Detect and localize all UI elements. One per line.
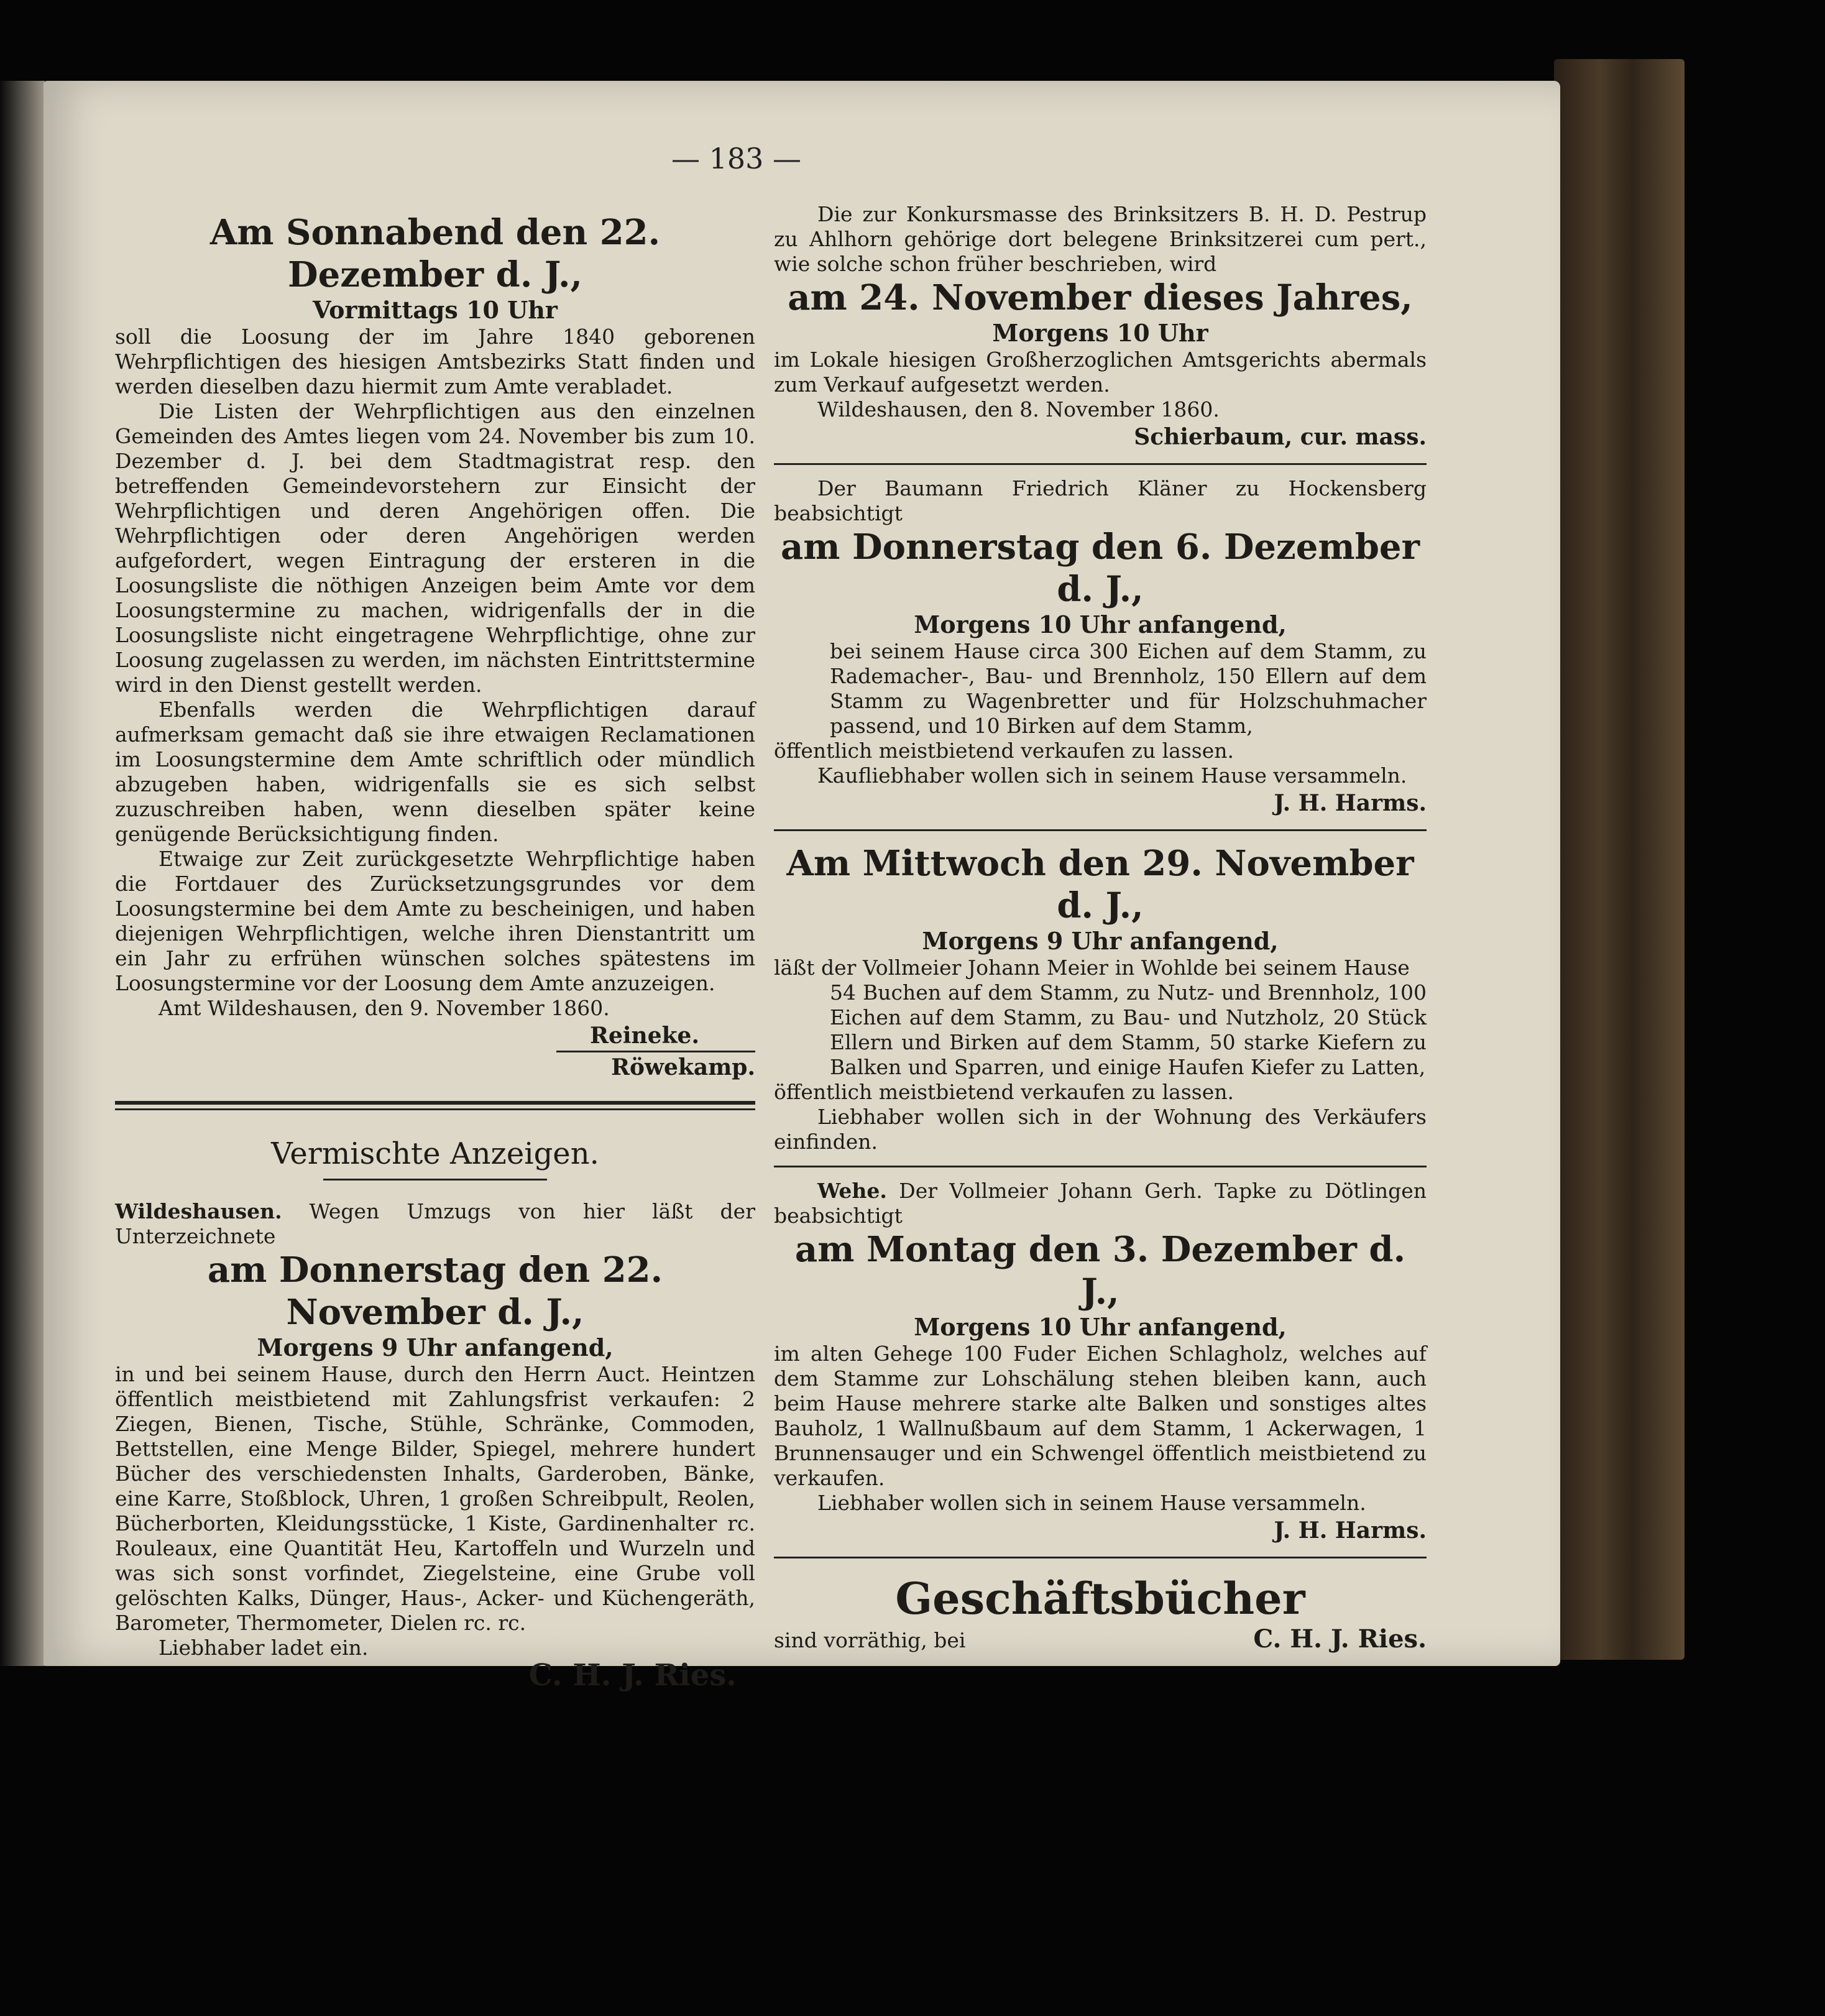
notice-divider [774, 1557, 1427, 1558]
notice-closing: Kaufliebhaber wollen sich in seinem Hause versammeln. [817, 763, 1407, 788]
notice-headline: am Donnerstag den 22. November d. J., [207, 1250, 663, 1333]
intro-text: Der Vollmeier Johann Gerh. Tapke zu Dötlingen beabsichtigt [774, 1179, 1427, 1228]
notice-paragraph: soll die Loosung der im Jahre 1840 geborenen Wehrpflichtigen des hiesigen Amtsbezirks Statt finden und werden dieselben dazu hiermit zum Amte verabladet. [115, 324, 755, 398]
notice-paragraph: öffentlich meistbietend verkaufen zu lassen. [774, 1080, 1234, 1104]
section-title: Vermischte Anzeigen. [271, 1136, 599, 1171]
conscription-notice [115, 211, 755, 1082]
notice-intro [115, 1199, 755, 1249]
notice-headline: Am Mittwoch den 29. November d. J., [786, 843, 1414, 926]
notice-paragraph: Die Listen der Wehrpflichtigen aus den einzelnen Gemeinden des Amtes liegen vom 24. November bis zum 10. Dezember d. J. bei dem Stadtmagistrat resp. den betreffenden Gemeindevorstehern zur Einsicht der Wehrpflichtigen und deren Angehörigen offen. Die Wehrpflichtigen oder deren Angehörigen werden aufgefordert, wegen Eintragung der ersteren in die Loosungsliste die nöthigen Anzeigen beim Amte vor dem Loosungstermine zu machen, widrigenfalls der in die Loosungsliste nicht eingetragene Wehrpflichtige, ohne zur Loosung zugelassen zu werden, im nächsten Eintrittstermine wird in den Dienst gestellt werden. [115, 399, 755, 697]
signature: Röwekamp. [611, 1054, 755, 1080]
timber-sale-notice-tapke [774, 1179, 1427, 1545]
notice-intro [774, 1179, 1427, 1228]
notice-paragraph: im alten Gehege 100 Fuder Eichen Schlagholz, welches auf dem Stamme zur Lohschälung stehen bleiben kann, auch beim Hause mehrere starke alte Balken und sonstiges altes Bauholz, 1 Wallnußbaum auf dem Stamm, 1 Ackerwagen, 1 Brunnensauger und ein Schwengel öffentlich meistbietend zu verkaufen. [774, 1342, 1427, 1490]
notice-intro: Der Baumann Friedrich Kläner zu Hockensberg beabsichtigt [774, 476, 1427, 525]
notice-paragraph: bei seinem Hause circa 300 Eichen auf dem Stamm, zu Rademacher-, Bau- und Brennholz, 150 Ellern auf dem Stamm zu Wagenbretter und für Holzschuhmacher passend, und 10 Birken auf dem Stamm, [830, 639, 1427, 738]
notice-subhead: Morgens 9 Uhr anfangend, [922, 927, 1279, 955]
timber-sale-notice-meier [774, 842, 1427, 1154]
notice-text: sind vorräthig, bei [774, 1628, 966, 1652]
notice-item-list: 54 Buchen auf dem Stamm, zu Nutz- und Brennholz, 100 Eichen auf dem Stamm, zu Bau- und Nutzholz, 20 Stück Ellern und Birken auf dem Stamm, 50 starke Kiefern zu Balken und Sparren, und einige Haufen Kiefer zu Latten, [830, 980, 1427, 1079]
signature: J. H. Harms. [1274, 790, 1427, 816]
household-auction-notice [115, 1199, 755, 1693]
notice-divider [774, 829, 1427, 831]
timber-sale-notice-klaener [774, 476, 1427, 818]
notice-headline: am 24. November dieses Jahres, [788, 277, 1413, 318]
notice-line [774, 1624, 1427, 1654]
notice-closing: Liebhaber wollen sich in seinem Hause versammeln. [817, 1491, 1366, 1515]
signature: Reineke. [590, 1023, 699, 1049]
account-books-notice [774, 1571, 1427, 1653]
page-number: — 183 — [671, 142, 802, 175]
signature: J. H. Harms. [1274, 1517, 1427, 1544]
signature: Schierbaum, cur. mass. [1134, 424, 1427, 450]
book-cover-edge [1554, 59, 1685, 1660]
notice-date: Wildeshausen, den 8. November 1860. [817, 397, 1220, 421]
section-divider [115, 1101, 755, 1110]
intro-text: Wegen Umzugs von hier läßt der Unterzeichnete [115, 1199, 755, 1248]
notice-subhead: Morgens 9 Uhr anfangend, [257, 1333, 614, 1361]
notice-closing: Liebhaber wollen sich in der Wohnung des Verkäufers einfinden. [774, 1105, 1427, 1154]
left-column [115, 211, 755, 1693]
place-name: Wehe. [817, 1179, 887, 1203]
notice-paragraph: in und bei seinem Hause, durch den Herrn Auct. Heintzen öffentlich meistbietend mit Zahlungsfrist verkaufen: 2 Ziegen, Bienen, Tische, Stühle, Schränke, Commoden, Bettstellen, eine Menge Bilder, Spiegel, mehrere hundert Bücher des verschiedensten Inhalts, Garderoben, Bänke, eine Karre, Stoßblock, Uhren, 1 großen Schreibpult, Reolen, Bücherborten, Kleidungsstücke, 1 Kiste, Gardinenhalter rc. Rouleaux, eine Quantität Heu, Kartoffeln und Wurzeln und was sich sonst vorfindet, Ziegelsteine, eine Grube voll gelöschten Kalks, Dünger, Haus-, Acker- und Küchengeräth, Barometer, Thermometer, Dielen rc. rc. [115, 1362, 755, 1635]
bankruptcy-sale-notice [774, 202, 1427, 452]
notice-closing: Liebhaber ladet ein. [159, 1636, 369, 1660]
title-rule [323, 1179, 547, 1181]
notice-paragraph: öffentlich meistbietend verkaufen zu lassen. [774, 739, 1234, 763]
notice-divider [774, 463, 1427, 465]
notice-paragraph: im Lokale hiesigen Großherzoglichen Amtsgerichts abermals zum Verkauf aufgesetzt werden. [774, 348, 1427, 397]
previous-page-edge [0, 81, 45, 1666]
notice-headline: Am Sonnabend den 22. Dezember d. J., [209, 212, 661, 295]
notice-paragraph: Etwaige zur Zeit zurückgesetzte Wehrpflichtige haben die Fortdauer des Zurücksetzungsgrundes vor dem Loosungstermine bei dem Amte zu bescheinigen, und haben diejenigen Wehrpflichtigen, welche ihren Dienstantritt um ein Jahr zu erfrühen wünschen solches spätestens im Loosungstermine vor der Loosung dem Amte anzuzeigen. [115, 847, 755, 995]
notice-subhead: Morgens 10 Uhr anfangend, [914, 1313, 1287, 1341]
notice-intro: läßt der Vollmeier Johann Meier in Wohlde bei seinem Hause [774, 955, 1410, 980]
notice-headline: am Donnerstag den 6. Dezember d. J., [781, 527, 1420, 610]
notice-subhead: Morgens 10 Uhr [992, 319, 1208, 347]
notice-headline: am Montag den 3. Dezember d. J., [794, 1229, 1406, 1312]
notice-divider [774, 1166, 1427, 1167]
notice-date: Amt Wildeshausen, den 9. November 1860. [159, 996, 610, 1020]
right-column [774, 202, 1427, 1653]
signature: C. H. J. Ries. [1253, 1624, 1427, 1654]
notice-headline: Geschäftsbücher [895, 1573, 1305, 1624]
notice-subhead: Vormittags 10 Uhr [313, 296, 558, 324]
signature: C. H. J. Ries. [528, 1658, 737, 1693]
place-name: Wildeshausen. [115, 1199, 282, 1223]
notice-paragraph: Ebenfalls werden die Wehrpflichtigen darauf aufmerksam gemacht daß sie ihre etwaigen Reclamationen im Loosungstermine dem Amte schriftlich oder mündlich abzugeben haben, widrigenfalls sie es sich selbst zuzuschreiben haben, wenn dieselben später keine genügende Berücksichtigung finden. [115, 697, 755, 846]
notice-intro: Die zur Konkursmasse des Brinksitzers B. H. D. Pestrup zu Ahlhorn gehörige dort belegene Brinksitzerei cum pert., wie solche schon früher beschrieben, wird [774, 202, 1427, 276]
notice-subhead: Morgens 10 Uhr anfangend, [914, 610, 1287, 638]
